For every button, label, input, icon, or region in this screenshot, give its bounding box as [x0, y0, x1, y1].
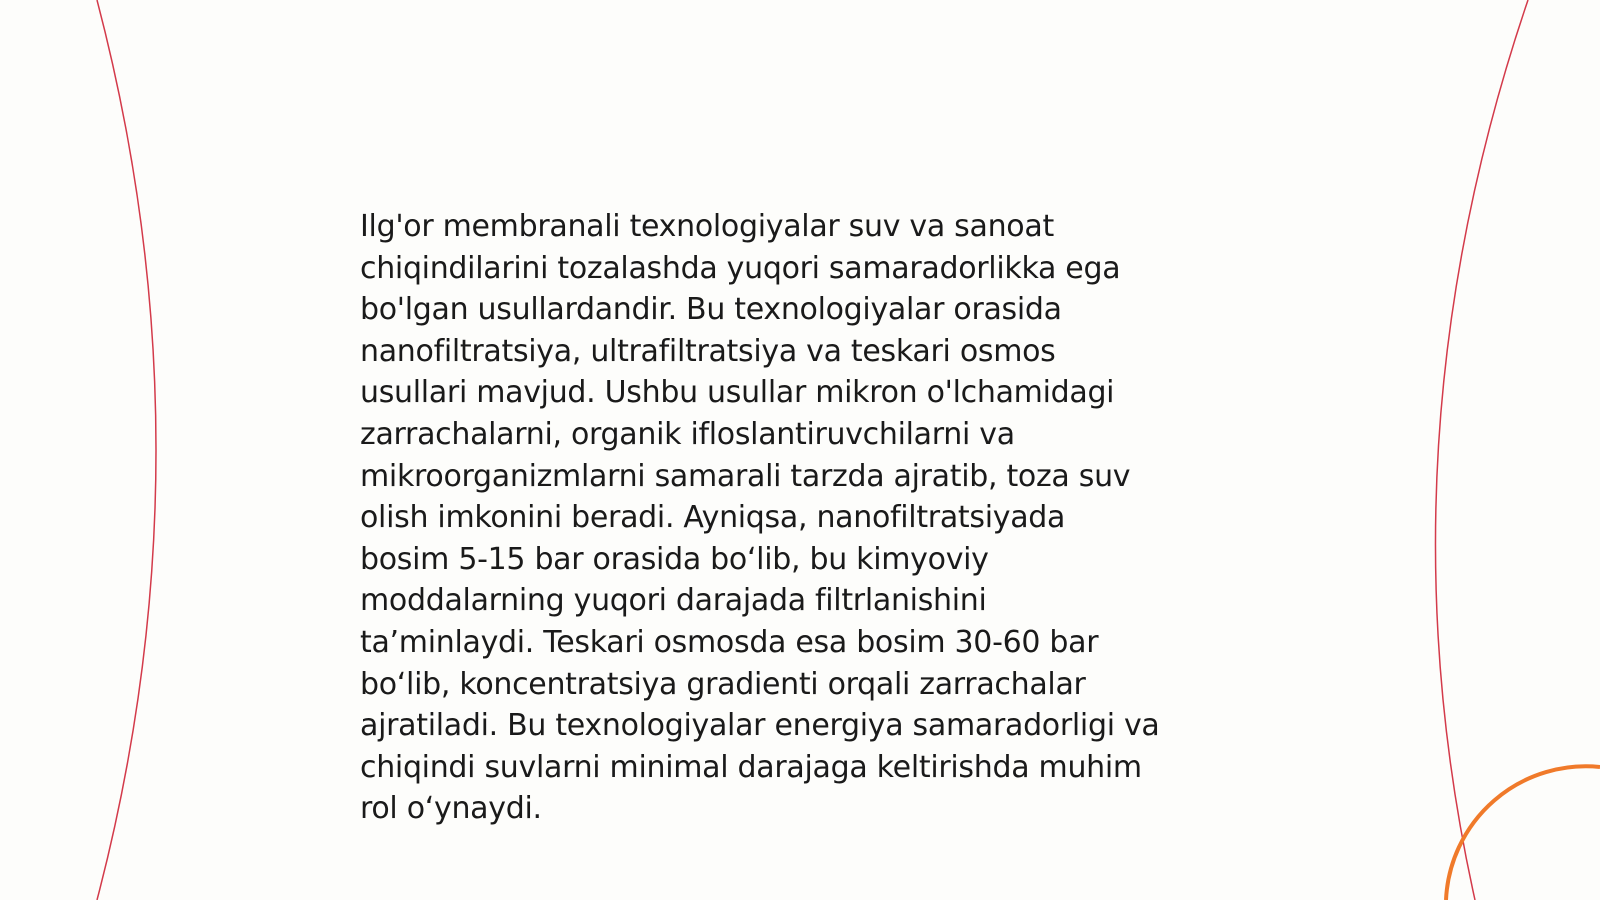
text-line: chiqindi suvlarni minimal darajaga keltirishda muhim	[360, 749, 1142, 785]
text-line: Ilg'or membranali texnologiyalar suv va sanoat	[360, 209, 1054, 244]
body-paragraph	[360, 206, 1260, 830]
text-line: usullari mavjud. Ushbu usullar mikron o'lchamidagi	[360, 375, 1115, 411]
text-line: moddalarning yuqori darajada filtrlanishini	[360, 583, 987, 619]
text-line: chiqindilarini tozalashda yuqori samaradorlikka ega	[360, 250, 1121, 286]
text-line: olish imkonini beradi. Ayniqsa, nanofiltratsiyada	[360, 500, 1066, 536]
text-line: bo‘lib, koncentratsiya gradienti orqali zarrachalar	[360, 666, 1086, 702]
text-line: mikroorganizmlarni samarali tarzda ajratib, toza suv	[360, 458, 1131, 494]
text-line: ajratiladi. Bu texnologiyalar energiya samaradorligi va	[360, 708, 1160, 744]
orange-circle-arc	[1446, 766, 1600, 900]
text-line: rol o‘ynaydi.	[360, 791, 542, 827]
text-line: bosim 5-15 bar orasida bo‘lib, bu kimyoviy	[360, 541, 989, 577]
left-arc-line	[97, 0, 156, 900]
text-line: bo'lgan usullardandir. Bu texnologiyalar orasida	[360, 292, 1062, 328]
text-line: nanofiltratsiya, ultrafiltratsiya va teskari osmos	[360, 333, 1056, 369]
text-line: ta’minlaydi. Teskari osmosda esa bosim 30-60 bar	[360, 624, 1099, 660]
text-line: zarrachalarni, organik ifloslantiruvchilarni va	[360, 416, 1015, 452]
right-arc-line	[1435, 0, 1528, 900]
